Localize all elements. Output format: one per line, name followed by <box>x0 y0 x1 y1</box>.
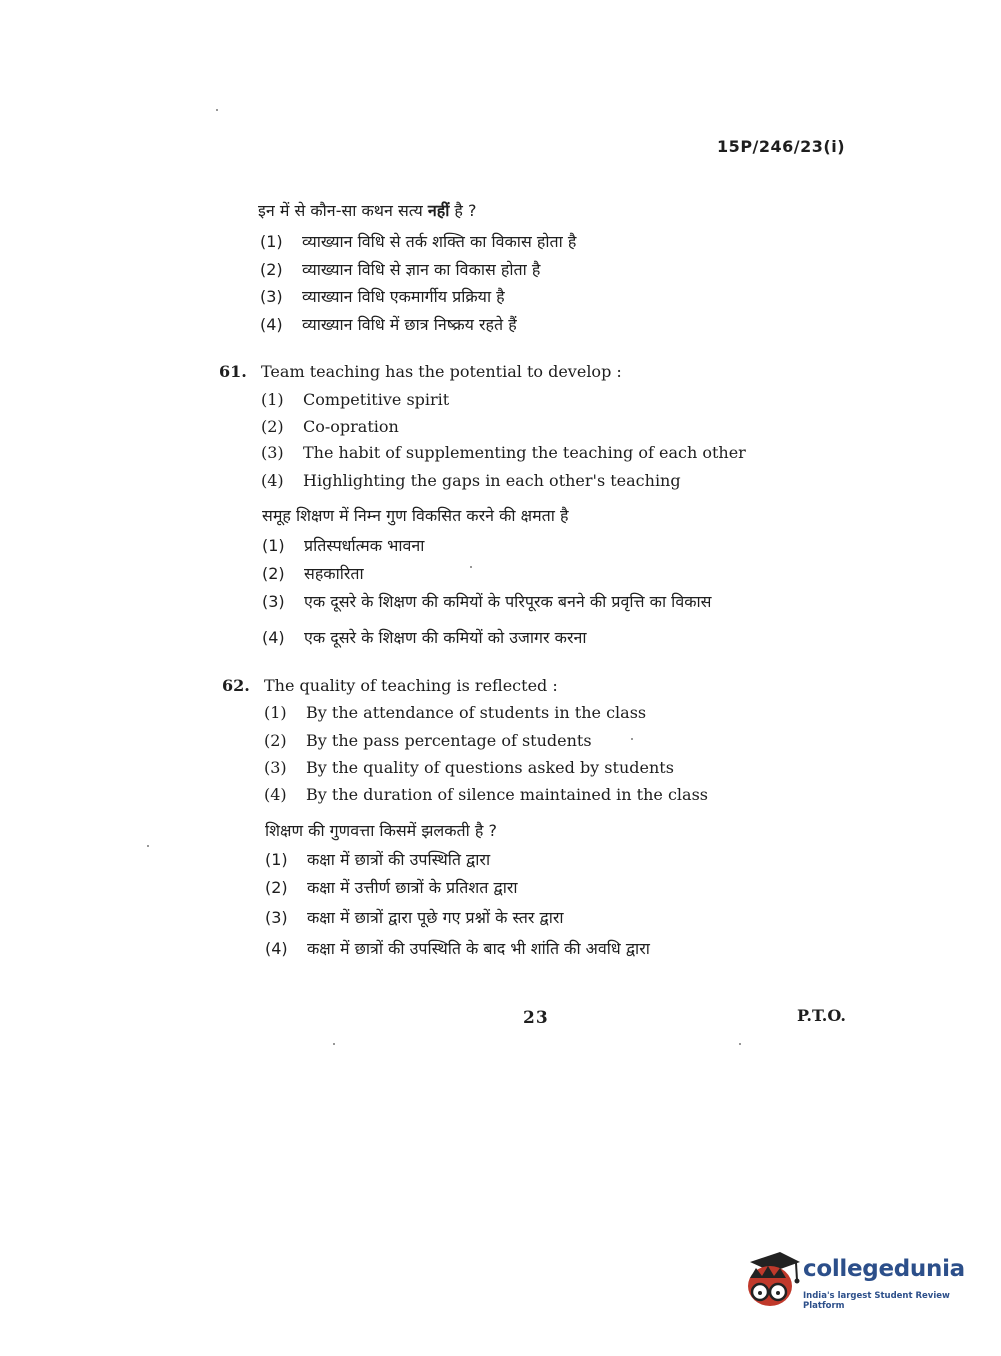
question-text: The quality of teaching is reflected : <box>264 676 558 695</box>
option-text: सहकारिता <box>304 564 364 583</box>
q60-hindi-stem-suffix: है ? <box>449 201 477 220</box>
q62-hindi-option <box>265 878 518 898</box>
question-text: Team teaching has the potential to develop : <box>261 362 622 381</box>
option-text: By the quality of questions asked by students <box>306 758 674 777</box>
option-number: (3) <box>265 908 288 927</box>
option-number: (4) <box>260 315 283 334</box>
option-text: Competitive spirit <box>303 390 450 409</box>
option-text: व्याख्यान विधि एकमार्गीय प्रक्रिया है <box>302 287 505 306</box>
q60-hindi-stem <box>258 201 477 221</box>
q61-hindi-option <box>262 564 364 584</box>
option-number: (1) <box>262 536 285 555</box>
q61-hindi-stem: समूह शिक्षण में निम्न गुण विकसित करने की क्षमता है <box>262 506 569 525</box>
option-number: (4) <box>265 939 288 958</box>
scan-speck <box>739 1043 741 1045</box>
option-number: (3) <box>261 443 284 462</box>
option-number: (1) <box>264 703 287 722</box>
q61-option <box>261 417 399 437</box>
scan-speck <box>216 109 218 111</box>
mascot-icon <box>740 1248 802 1318</box>
option-text: कक्षा में उत्तीर्ण छात्रों के प्रतिशत द्वारा <box>307 878 518 897</box>
option-text: कक्षा में छात्रों की उपस्थिति के बाद भी शांति की अवधि द्वारा <box>307 939 650 958</box>
option-text: The habit of supplementing the teaching of each other <box>303 443 746 462</box>
option-text: व्याख्यान विधि से तर्क शक्ति का विकास होता है <box>302 232 577 251</box>
q62-stem <box>222 676 558 696</box>
option-text: एक दूसरे के शिक्षण की कमियों को उजागर करना <box>304 628 587 647</box>
option-number: (2) <box>265 878 288 897</box>
q60-hindi-stem-prefix: इन में से कौन-सा कथन सत्य <box>258 201 428 220</box>
q60-hindi-option <box>260 260 540 280</box>
option-text: By the attendance of students in the class <box>306 703 647 722</box>
q62-hindi-stem: शिक्षण की गुणवत्ता किसमें झलकती है ? <box>265 821 497 840</box>
question-number: 61. <box>219 362 247 381</box>
q60-hindi-option <box>260 232 576 252</box>
q62-hindi-option <box>265 908 564 928</box>
scan-speck <box>333 1043 335 1045</box>
option-text: By the duration of silence maintained in the class <box>306 785 709 804</box>
q62-option <box>264 785 708 805</box>
option-number: (2) <box>260 260 283 279</box>
scan-speck <box>631 738 633 740</box>
pto-label: P.T.O. <box>797 1006 846 1025</box>
collegedunia-logo <box>740 1248 970 1320</box>
q61-hindi-option <box>262 592 711 612</box>
q61-hindi-option <box>262 536 424 556</box>
option-text: Highlighting the gaps in each other's teaching <box>303 471 681 490</box>
q60-hindi-option <box>260 287 505 307</box>
option-text: कक्षा में छात्रों की उपस्थिति द्वारा <box>307 850 491 869</box>
q62-hindi-option <box>265 850 490 870</box>
option-text: कक्षा में छात्रों द्वारा पूछे गए प्रश्नों के स्तर द्वारा <box>307 908 564 927</box>
option-number: (2) <box>262 564 285 583</box>
option-number: (1) <box>261 390 284 409</box>
q61-option <box>261 471 681 491</box>
q60-hindi-option <box>260 315 517 335</box>
option-text: प्रतिस्पर्धात्मक भावना <box>304 536 425 555</box>
q62-option <box>264 758 674 778</box>
option-number: (4) <box>262 628 285 647</box>
option-text: By the pass percentage of students <box>306 731 592 750</box>
scan-speck <box>470 566 472 568</box>
q62-option <box>264 731 592 751</box>
page-number: 23 <box>523 1008 549 1028</box>
q62-option <box>264 703 646 723</box>
q62-hindi-option <box>265 939 650 959</box>
paper-code: 15P/246/23(i) <box>717 137 845 156</box>
q61-hindi-option <box>262 628 587 648</box>
option-number: (1) <box>265 850 288 869</box>
question-number: 62. <box>222 676 250 695</box>
q61-option <box>261 443 746 463</box>
option-number: (4) <box>261 471 284 490</box>
option-number: (3) <box>262 592 285 611</box>
scan-speck <box>147 845 149 847</box>
logo-tagline: India's largest Student Review Platform <box>803 1291 950 1311</box>
option-number: (3) <box>260 287 283 306</box>
logo-wordmark: collegedunia <box>803 1256 965 1282</box>
option-number: (2) <box>264 731 287 750</box>
q61-option <box>261 390 449 410</box>
q61-stem <box>219 362 622 382</box>
option-text: Co-opration <box>303 417 399 436</box>
q60-hindi-stem-bold: नहीं <box>427 201 450 220</box>
option-text: व्याख्यान विधि से ज्ञान का विकास होता है <box>302 260 541 279</box>
option-number: (1) <box>260 232 283 251</box>
option-text: एक दूसरे के शिक्षण की कमियों के परिपूरक बनने की प्रवृत्ति का विकास <box>304 592 712 611</box>
option-text: व्याख्यान विधि में छात्र निष्क्रय रहते हैं <box>302 315 517 334</box>
option-number: (4) <box>264 785 287 804</box>
option-number: (3) <box>264 758 287 777</box>
option-number: (2) <box>261 417 284 436</box>
